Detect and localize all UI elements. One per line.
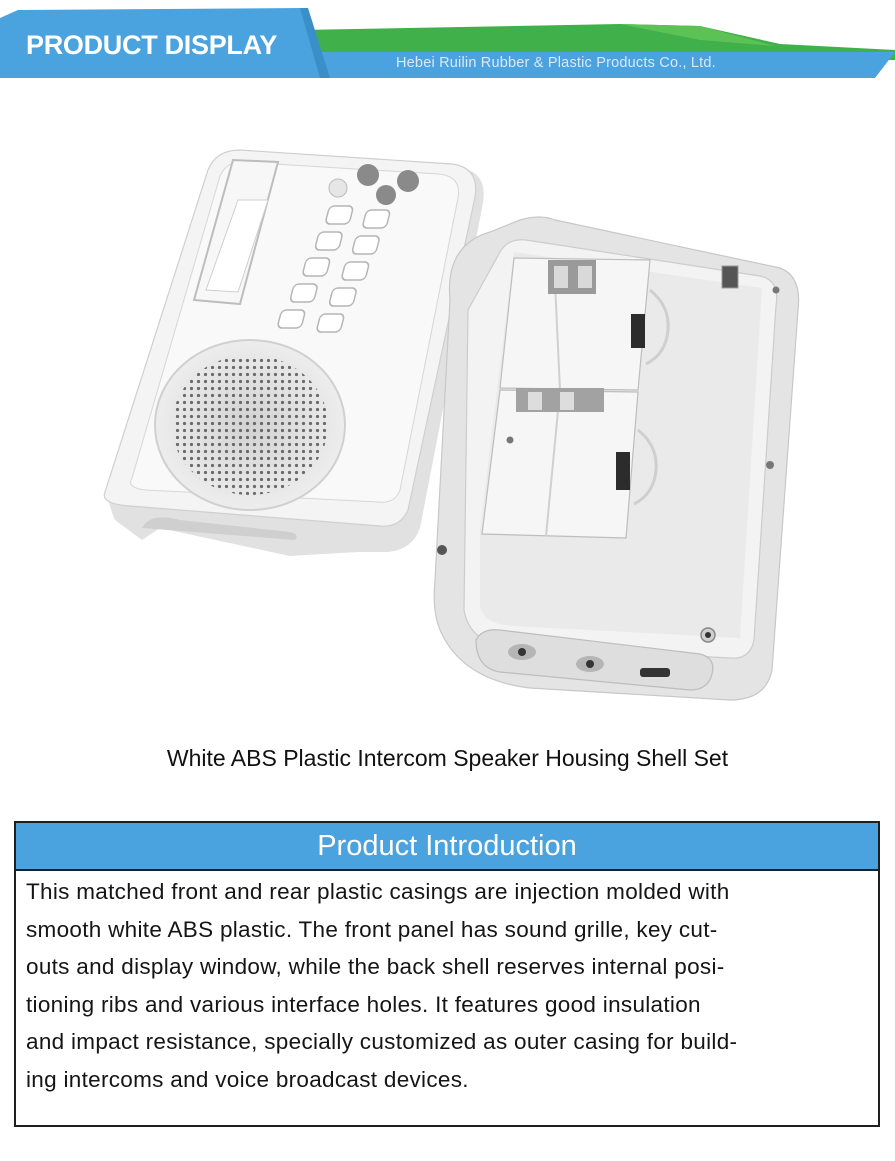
product-display-banner [0,0,895,82]
product-photo [90,140,810,710]
introduction-heading: Product Introduction [16,823,878,871]
company-name: Hebei Ruilin Rubber & Plastic Products Co., Ltd. [396,55,716,71]
front-shell [104,150,483,556]
introduction-line: and impact resistance, specially customized as outer casing for build- [26,1029,738,1054]
introduction-line: outs and display window, while the back shell reserves internal posi- [26,954,725,979]
introduction-text [16,871,878,1098]
introduction-line: smooth white ABS plastic. The front panel has sound grille, key cut- [26,916,718,942]
product-caption: White ABS Plastic Intercom Speaker Housing Shell Set [166,745,729,771]
introduction-line: This matched front and rear plastic casings are injection molded with [26,879,730,904]
introduction-line: ing intercoms and voice broadcast devices. [26,1066,469,1092]
intercom-speaker-housing-photo [90,140,810,710]
banner-title: PRODUCT DISPLAY [26,30,278,60]
product-introduction [14,821,880,1127]
rear-shell [434,217,798,700]
introduction-line: tioning ribs and various interface holes. It features good insulation [26,991,701,1017]
